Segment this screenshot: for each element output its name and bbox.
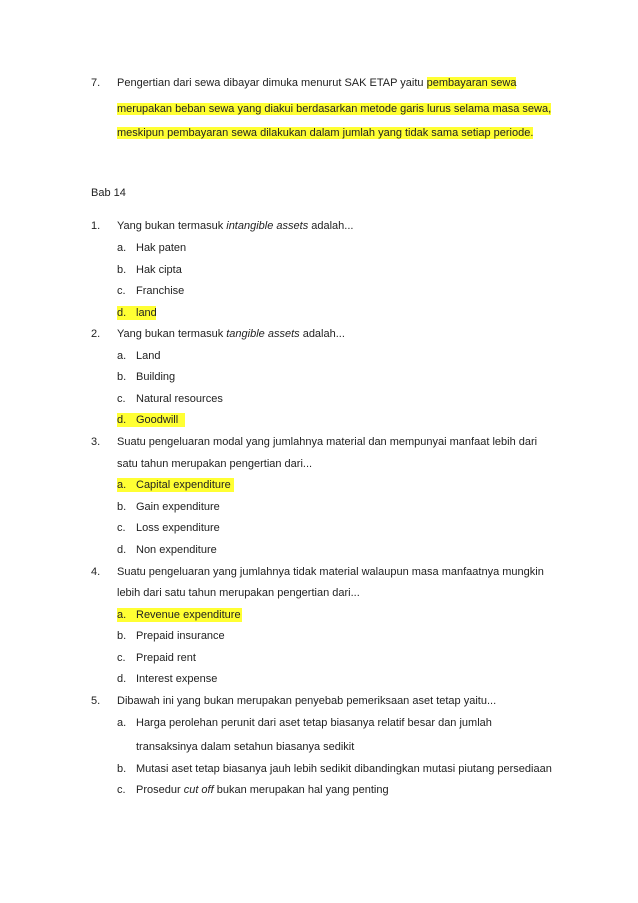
question-number: 4. [91, 566, 101, 578]
option-letter: d. [117, 544, 127, 556]
question-text-line: Pengertian dari sewa dibayar dimuka menurut SAK ETAP yaitu pembayaran sewa [117, 77, 517, 89]
option-letter: b. [117, 630, 127, 642]
question-number: 2. [91, 328, 101, 340]
question-stem-line: Suatu pengeluaran modal yang jumlahnya material dan mempunyai manfaat lebih dari [117, 436, 538, 448]
chapter-title: Bab 14 [91, 187, 126, 199]
option-letter: a. [117, 479, 127, 491]
option-text: Goodwill [136, 414, 179, 426]
question-stem-line: Dibawah ini yang bukan merupakan penyebab pemeriksaan aset tetap yaitu... [117, 695, 497, 707]
option-letter: a. [117, 350, 127, 362]
option-letter: c. [117, 285, 126, 297]
option-text: land [136, 307, 157, 319]
option-text: Hak cipta [136, 264, 182, 276]
correct-answer-highlight [117, 306, 156, 320]
answer-highlight: pembayaran sewa [426, 77, 517, 89]
option-text: Prepaid insurance [136, 630, 225, 642]
option-text: Loss expenditure [136, 522, 220, 534]
option-text: Natural resources [136, 393, 223, 405]
option-letter: a. [117, 717, 127, 729]
question-number: 5. [91, 695, 101, 707]
question-number: 1. [91, 220, 101, 232]
option-letter: c. [117, 393, 126, 405]
option-text: Non expenditure [136, 544, 217, 556]
option-text: Capital expenditure [136, 479, 231, 491]
option-text: Franchise [136, 285, 185, 297]
option-letter: c. [117, 522, 126, 534]
question-number: 3. [91, 436, 101, 448]
option-text: Hak paten [136, 242, 187, 254]
option-text: Mutasi aset tetap biasanya jauh lebih sedikit dibandingkan mutasi piutang persediaan [136, 763, 552, 775]
option-letter: b. [117, 264, 127, 276]
option-letter: a. [117, 242, 127, 254]
question-stem-line: Suatu pengeluaran yang jumlahnya tidak material walaupun masa manfaatnya mungkin [117, 566, 544, 578]
option-text: Interest expense [136, 673, 218, 685]
correct-answer-highlight [117, 478, 234, 492]
question-stem: Yang bukan termasuk tangible assets adalah... [117, 328, 345, 340]
question-stem-line: lebih dari satu tahun merupakan pengertian dari... [117, 587, 360, 599]
question-number: 7. [91, 77, 101, 89]
correct-answer-highlight [117, 413, 185, 427]
option-text: Prosedur cut off bukan merupakan hal yang penting [136, 784, 389, 796]
option-letter: b. [117, 763, 127, 775]
option-text: Land [136, 350, 161, 362]
answer-highlight: meskipun pembayaran sewa dilakukan dalam jumlah yang tidak sama setiap periode. [117, 127, 534, 139]
answer-highlight: merupakan beban sewa yang diakui berdasarkan metode garis lurus selama masa sewa, [117, 103, 552, 115]
option-letter: c. [117, 652, 126, 664]
question-stem: Yang bukan termasuk intangible assets adalah... [117, 220, 354, 232]
option-text: Gain expenditure [136, 501, 220, 513]
option-letter: a. [117, 609, 127, 621]
option-text-continued: transaksinya dalam setahun biasanya sedikit [136, 741, 355, 753]
option-letter: b. [117, 371, 127, 383]
option-letter: d. [117, 307, 127, 319]
option-letter: d. [117, 673, 127, 685]
question-text-line [117, 126, 533, 140]
option-text: Building [136, 371, 176, 383]
option-text: Revenue expenditure [136, 609, 241, 621]
option-letter: d. [117, 414, 127, 426]
question-text-line [117, 102, 551, 116]
option-text: Harga perolehan perunit dari aset tetap biasanya relatif besar dan jumlah [136, 717, 492, 729]
option-letter: c. [117, 784, 126, 796]
option-letter: b. [117, 501, 127, 513]
question-stem-line: satu tahun merupakan pengertian dari... [117, 458, 313, 470]
option-text: Prepaid rent [136, 652, 196, 664]
correct-answer-highlight [117, 608, 242, 622]
